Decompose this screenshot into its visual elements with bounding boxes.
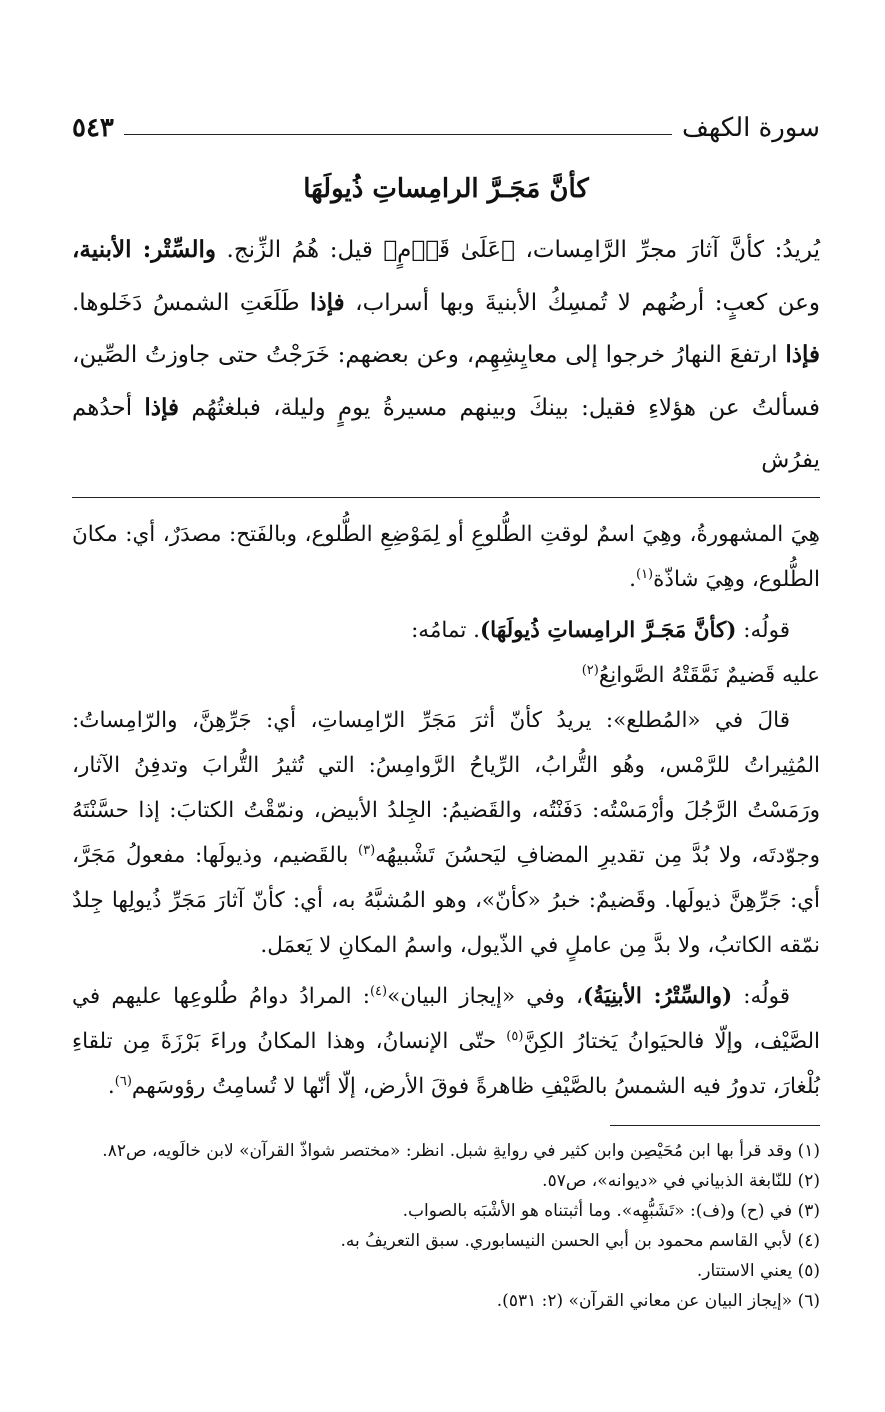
footnote: (١) وقد قرأ بها ابن مُحَيْصِن وابن كثير في روايةِ شبل. انظر: «مختصر شواذّ القرآن» لابن خالَويه، ص٨٢. (102, 1140, 820, 1161)
footnotes (72, 1136, 820, 1316)
main-text-line-2b: فإذا (310, 288, 345, 316)
quoted-phrase: (والسِّتْرُ: الأبنِيَةُ) (582, 983, 733, 1009)
footnote-ref-1: (١) (635, 566, 654, 582)
footnote: (٦) «إيجاز البيان عن معاني القرآن» (٢: ٥٣١). (496, 1290, 820, 1311)
footnote-ref-6: (٦) (114, 1073, 132, 1089)
commentary-paragraph-3 (72, 698, 820, 968)
main-text-line-2d: فإذا (785, 341, 820, 368)
punctuation: . (107, 1073, 115, 1099)
footnote: (٥) يعني الاستتار. (696, 1260, 820, 1281)
main-text-line-2a: وعن كعبٍ: أرضُهم لا تُمسِكُ الأبنيةَ وبها أسراب، (344, 289, 820, 316)
commentary-text: : المرادُ دوامُ طُلوعِها عليهم في الصَّيْف، وإلّا فالحيَوانُ يَختارُ الكِنَّ (72, 983, 820, 1054)
commentary-paragraph-1 (72, 512, 820, 602)
commentary-paragraph-2 (72, 608, 820, 653)
qawluhu-label: قولُه: (736, 617, 790, 643)
footnote-ref-3: (٣) (358, 842, 376, 858)
poem-line (72, 653, 820, 698)
footnote: (٤) لأبي القاسم محمود بن أبي الحسن النيسابوري. سبق التعريفُ به. (340, 1230, 820, 1251)
main-text-line-3: ارتفعَ النهارُ خرجوا إلى معايِشِهِم، وعن بعضهم: خَرَجْتُ حتى جاوزتُ الصِّين، (72, 342, 778, 368)
commentary-text: قالَ في «المُطلع»: يريدُ كأنّ أثرَ مَجَرِّ الرّامِساتِ، أي: جَرِّهِنَّ، والرّامِساتُ: المُثِيراتُ للرَّمْس، وهُو التُّرابُ، الرِّياحُ الرَّوامِسُ: التي تُثيرُ التُّرابَ وتدفِنُ الآثار، ورَمَسْتُ الرَّجُلَ وأرْمَسْتُه: دَفَنْتُه، والقَضيمُ: الجِلدُ الأبيض، ونمّقْتُ الكتابَ: إذا حسَّنْتَهُ وجوّدتَه، ولا بُدَّ مِن تقديرِ المضافِ ليَحسُنَ تَشْبيهُه (72, 707, 820, 868)
commentary-text: هِيَ المشهورةُ، وهِيَ اسمٌ لوقتِ الطُّلوعِ أو لِمَوْضِعِ الطُّلوع، وبالفَتح: مصدَرٌ، أي: مكانَ الطُّلوع، وهِيَ شاذّة (72, 521, 820, 592)
quoted-verse: (كأنَّ مَجَـرَّ الرامِساتِ ذُيولَهَا) (479, 617, 737, 643)
footnote-ref-4: (٤) (369, 983, 388, 999)
qawluhu-label: قولُه: (732, 983, 790, 1009)
commentary (72, 512, 820, 1109)
footnote: (٣) في (ح) و(ف): «تَشَبُّهِه». وما أثبتناه هو الأشْبَه بالصواب. (402, 1200, 820, 1221)
main-text-line-1a: يُريدُ: كأنَّ آثارَ مجرِّ الرَّامِسات، ﴿عَلَىٰ قَوۡمٍ﴾ قيل: هُمُ الزِّنج. (215, 237, 820, 263)
footnote-ref-2: (٢) (581, 662, 599, 678)
poem-text: عليه قَضيمٌ نَمَّقَتْهُ الصَّوانِعُ (598, 662, 820, 688)
surah-title: سورة الكهف (681, 113, 820, 143)
page-number: ٥٤٣ (72, 113, 114, 143)
commentary-text: حتّى الإنسانُ، وهذا المكانُ وراءَ بَرْزَةَ مِن تلقاءِ بُلْغارَ، تدورُ فيه الشمسُ بالصَّيْفِ ظاهرةً فوقَ الأرض، إلّا أنّها لا تُسامِتُ رؤوسَهم (72, 1028, 820, 1099)
main-text-line-4b: فإذا (144, 393, 180, 421)
main-text (72, 224, 820, 487)
footnote: (٢) للنّابغة الذبياني في «ديوانه»، ص٥٧. (542, 1170, 820, 1191)
running-head (72, 108, 820, 148)
commentary-paragraph-4 (72, 974, 820, 1109)
punctuation: . (629, 566, 636, 592)
footnotes-divider (610, 1125, 820, 1126)
verse-heading: كأنَّ مَجَـرَّ الرامِساتِ ذُيولَهَا (303, 174, 589, 204)
main-text-line-4c: أحدُهم يفرُش (72, 394, 820, 473)
commentary-divider (72, 497, 820, 498)
main-text-line-4a: فسألتُ عن هؤلاءِ فقيل: بينكَ وبينهم مسيرةُ يومٍ وليلة، فبلغتُهُم (179, 394, 820, 421)
main-text-line-1b: والسِّتْر: الأبنية، (72, 236, 216, 263)
header-rule (124, 134, 672, 135)
main-text-line-2c: طَلَعَتِ الشمسُ دَخَلوها. (72, 289, 311, 316)
commentary-text: بالقَضيم، وذيولَها: مفعولُ مَجَرَّ، أي: جَرِّهِنَّ ذيولَها. وقَضيمٌ: خبرُ «كأنّ»، وهو المُشبَّهُ به، أي: كأنّ آثارَ مَجَرِّ ذُيولِها جِلدٌ نمّقه الكاتبُ، ولا بدَّ مِن عاملٍ في الذّيول، واسمُ المكانِ لا يَعمَل. (72, 842, 820, 958)
commentary-text: ، وفي «إيجاز البيان» (387, 983, 583, 1009)
book-page (72, 108, 820, 1316)
footnote-ref-5: (٥) (506, 1028, 524, 1044)
commentary-text: . تمامُه: (411, 617, 480, 643)
